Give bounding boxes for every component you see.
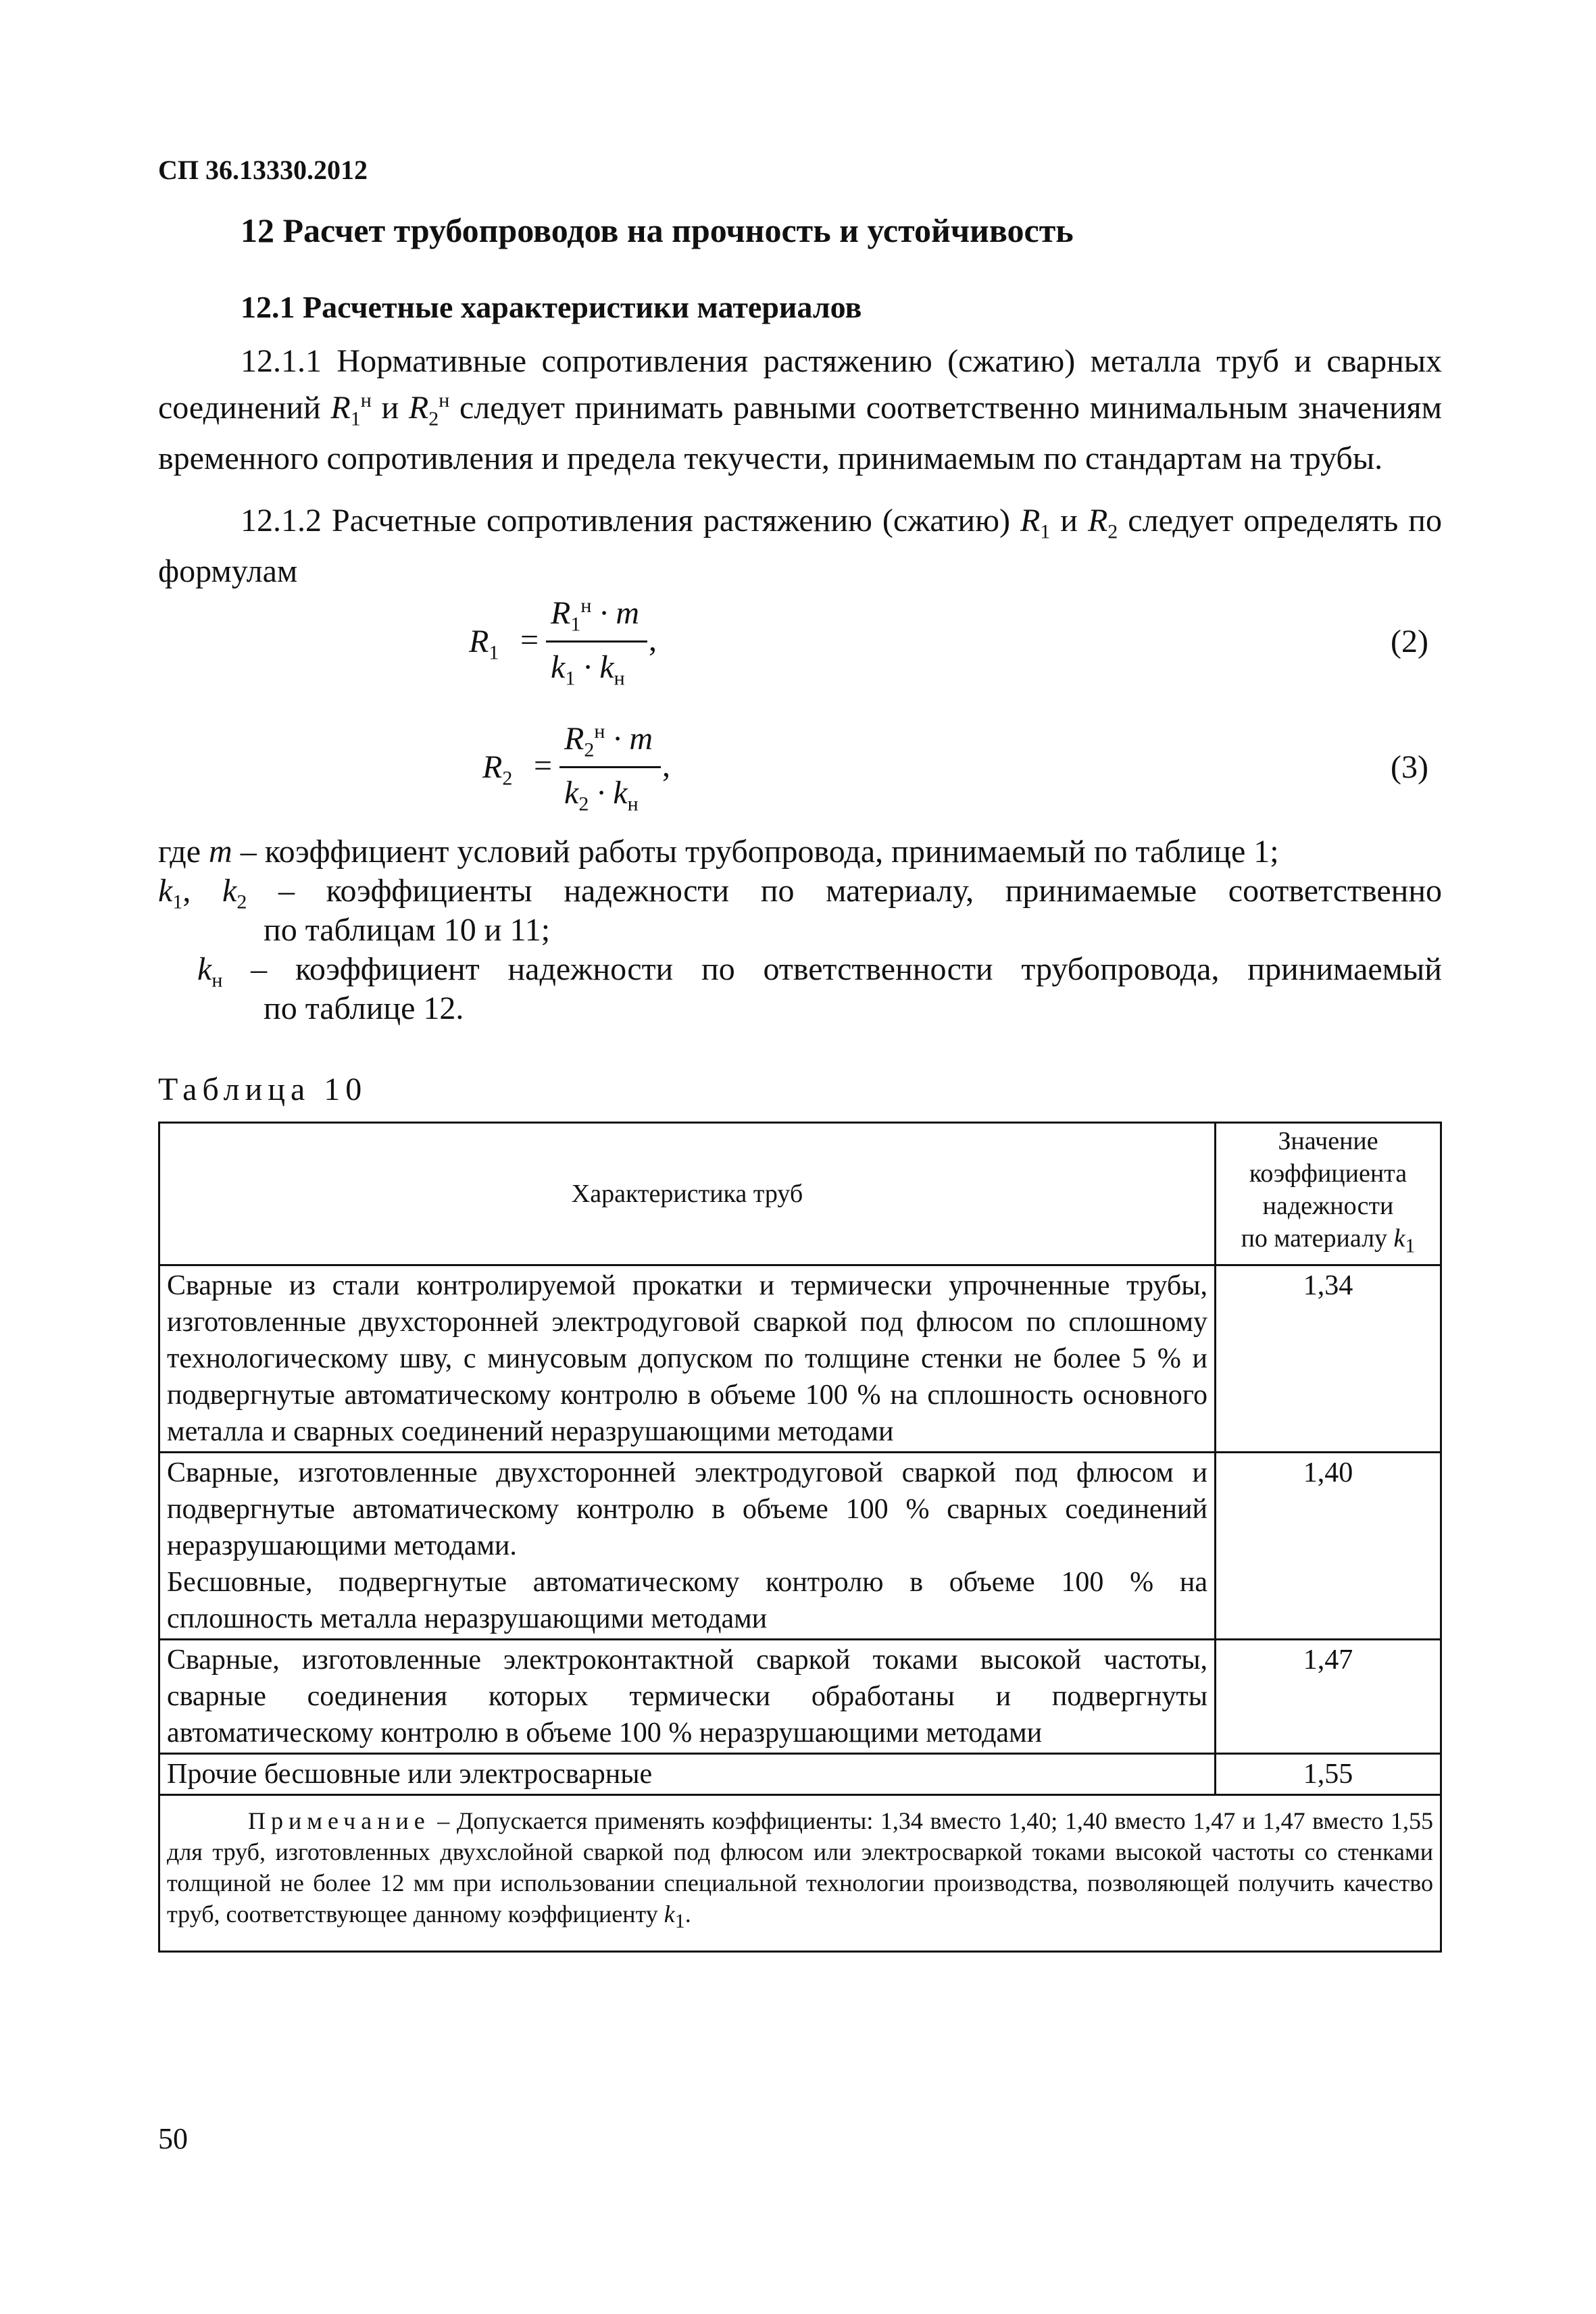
definition-m: где m – коэффициент условий работы трубопровода, принимаемый по таблице 1; xyxy=(158,834,1279,870)
table-cell-description: Сварные из стали контролируемой прокатки и термически упрочненные трубы, изготовленные двухсторонней электродуговой сваркой под флюсом по сплошному технологическому шву, с минусовым допуском по толщине стенки не более 5 % и подвергнутые автоматическому контролю в объеме 100 % на сплошность основного металла и сварных соединений неразрушающими методами xyxy=(159,1265,1216,1452)
definition-kn-cont: по таблице 12. xyxy=(264,990,464,1026)
document-code: СП 36.13330.2012 xyxy=(158,155,368,185)
paragraph-12-1-1: 12.1.1 Нормативные сопротивления растяжению (сжатию) металла труб и сварных соединений $R_1^н$ и $R_2^н$ следует принимать равными соответственно минимальным значениям временного сопротивления и предела текучести, принимаемым по стандартам на трубы. xyxy=(158,343,1442,476)
table-caption: Таблица 10 xyxy=(158,1072,368,1107)
table-note-row xyxy=(159,1794,1441,1951)
definition-k1-k2: $k_1$, $k_2$ – коэффициенты надежности по материалу, принимаемые соответственно xyxy=(158,873,1443,913)
table-header-row xyxy=(159,1123,1441,1265)
definition-kn: $k_н$ – коэффициент надежности по ответственности трубопровода, принимаемый xyxy=(197,951,1442,992)
table-cell-description: Сварные, изготовленные электроконтактной сваркой токами высокой частоты, сварные соединения которых термически обработаны и подвергнуты автоматическому контролю в объеме 100 % неразрушающими методами xyxy=(159,1639,1216,1753)
subsection-title: 12.1 Расчетные характеристики материалов xyxy=(241,290,862,324)
fraction-bar xyxy=(546,640,647,643)
table-cell-value: 1,47 xyxy=(1216,1639,1441,1753)
table-note: Примечание – Допускается применять коэффициенты: 1,34 вместо 1,40; 1,40 вместо 1,47 и 1,47 вместо 1,55 для труб, изготовленных двухслойной сваркой под флюсом или электросваркой токами высокой частоты со стенками толщиной не более 12 мм при использовании специальной технологии производства, позволяющей получить качество труб, соответствующее данному коэффициенту $k_1$. xyxy=(159,1794,1441,1951)
table-cell-description: Прочие бесшовные или электросварные xyxy=(159,1753,1216,1794)
definition-k1-k2-cont: по таблицам 10 и 11; xyxy=(264,912,551,948)
equation-number: (2) xyxy=(1391,624,1428,659)
table-cell-description: Сварные, изготовленные двухсторонней электродуговой сваркой под флюсом и подвергнутые автоматическому контролю в объеме 100 % сварных соединений неразрушающими методами. Бесшовные, подвергнутые автоматическому контролю в объеме 100 % на сплошность металла неразрушающими методами xyxy=(159,1452,1216,1639)
formula-2: $R_1$ = $R_1^н \cdot m$ $k_1 \cdot k_н$ , (2) xyxy=(469,595,1428,690)
table-cell-value: 1,55 xyxy=(1216,1753,1441,1794)
table-row xyxy=(159,1639,1441,1753)
equation-number: (3) xyxy=(1391,749,1428,785)
page-number: 50 xyxy=(158,2122,188,2155)
formula-3: $R_2$ = $R_2^н \cdot m$ $k_2 \cdot k_н$ , (3) xyxy=(482,720,1428,815)
paragraph-12-1-2: 12.1.2 Расчетные сопротивления растяжению (сжатию) $R_1$ и $R_2$ следует определять по формулам xyxy=(158,503,1442,589)
table-row xyxy=(159,1452,1441,1639)
table-cell-value: 1,40 xyxy=(1216,1452,1441,1639)
table-cell-value: 1,34 xyxy=(1216,1265,1441,1452)
table-10 xyxy=(158,1122,1442,1953)
column-header-characteristic: Характеристика труб xyxy=(159,1123,1216,1265)
table-row xyxy=(159,1265,1441,1452)
fraction-bar xyxy=(559,766,661,768)
table-row xyxy=(159,1753,1441,1794)
section-title: 12 Расчет трубопроводов на прочность и устойчивость xyxy=(241,211,1074,249)
column-header-coefficient: Значение коэффициента надежности по материалу $k_1$ xyxy=(1216,1123,1441,1265)
